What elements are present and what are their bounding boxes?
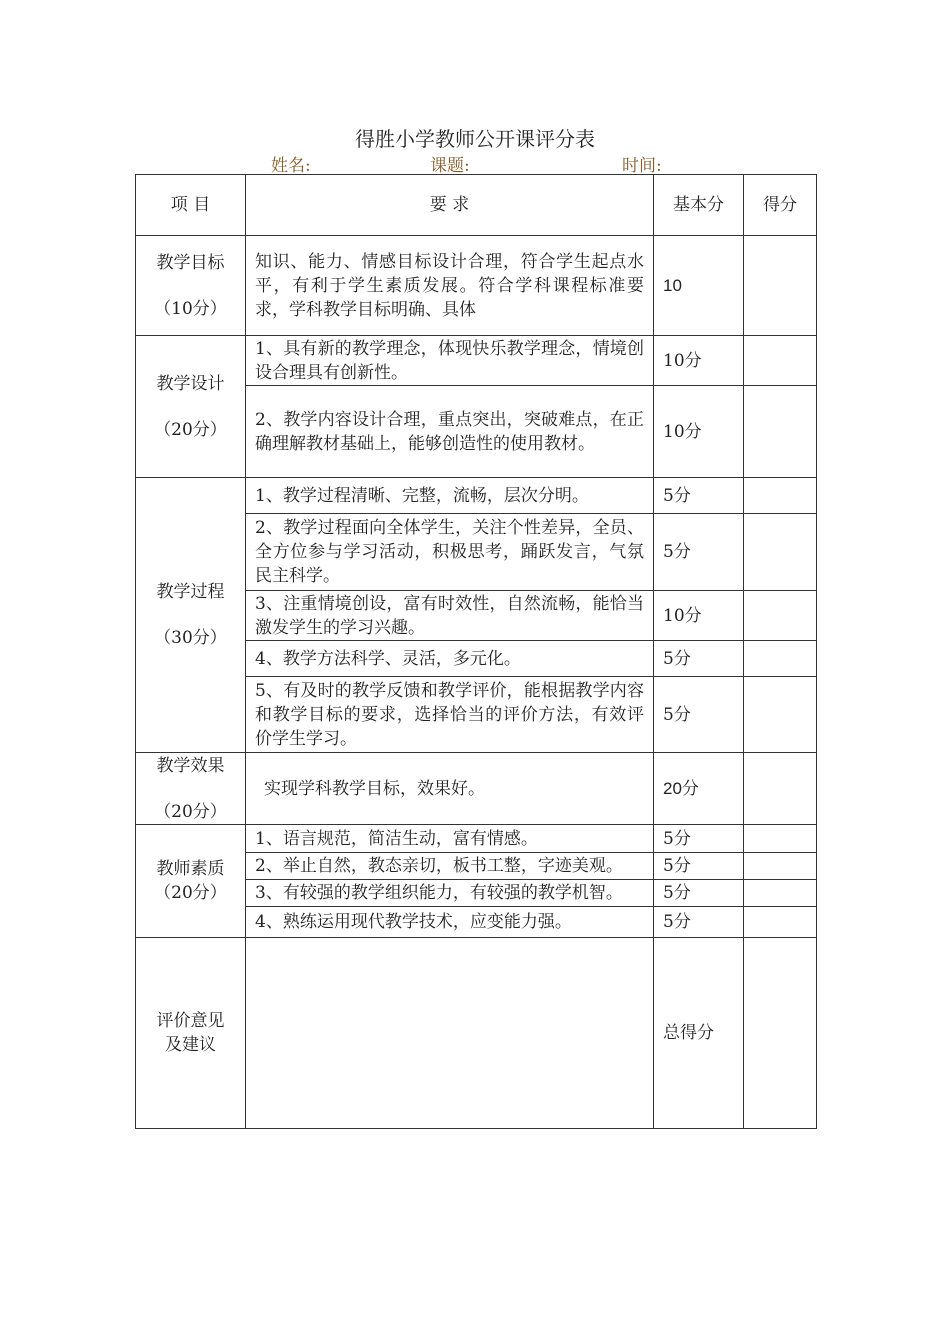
score-cell[interactable]: [744, 641, 817, 677]
header-requirement: 要 求: [246, 175, 654, 236]
category-points: （30分）: [154, 628, 227, 648]
topic-field-label: 课题:: [430, 156, 470, 176]
base-score: 5分: [654, 880, 744, 907]
category-quality: [136, 825, 246, 938]
evaluation-table: [135, 174, 817, 1129]
category-points: （20分）: [154, 419, 227, 440]
base-score: 10分: [654, 386, 744, 478]
requirement-text: 实现学科教学目标，效果好。: [246, 753, 654, 825]
requirement-text: 1、具有新的教学理念，体现快乐教学理念，情境创设合理具有创新性。: [246, 336, 654, 386]
score-cell[interactable]: [744, 753, 817, 825]
base-score: 20分: [654, 753, 744, 825]
requirement-text: 2、教学内容设计合理，重点突出，突破难点，在正确理解教材基础上，能够创造性的使用教材。: [246, 386, 654, 478]
comments-label-line2: 及建议: [165, 1035, 216, 1055]
requirement-text: 5、有及时的教学反馈和教学评价，能根据教学内容和教学目标的要求，选择恰当的评价方法，有效评价学生学习。: [246, 677, 654, 753]
requirement-text: 2、教学过程面向全体学生，关注个性差异，全员、全方位参与学习活动，积极思考，踊跃发言，气氛民主科学。: [246, 514, 654, 591]
score-cell[interactable]: [744, 386, 817, 478]
base-score: 5分: [654, 907, 744, 938]
category-name: 教学过程: [156, 582, 225, 602]
score-cell[interactable]: [744, 236, 817, 336]
requirement-text: 4、熟练运用现代教学技术，应变能力强。: [246, 907, 654, 938]
category-design: [136, 336, 246, 478]
header-row: [136, 175, 817, 236]
requirement-text: 3、有较强的教学组织能力，有较强的教学机智。: [246, 880, 654, 907]
header-item: 项 目: [136, 175, 246, 236]
category-name: 教学目标: [156, 252, 225, 273]
total-score-cell[interactable]: [744, 938, 817, 1129]
time-field-label: 时间:: [622, 156, 662, 176]
header-base-score: 基本分: [654, 175, 744, 236]
score-cell[interactable]: [744, 880, 817, 907]
base-score: 10分: [654, 336, 744, 386]
requirement-text: 2、举止自然，教态亲切，板书工整，字迹美观。: [246, 853, 654, 880]
category-points: （20分）: [154, 801, 227, 822]
comments-label-line1: 评价意见: [156, 1011, 225, 1031]
base-score: 5分: [654, 641, 744, 677]
category-name: 教学效果: [156, 755, 225, 776]
requirement-text: 4、教学方法科学、灵活，多元化。: [246, 641, 654, 677]
base-score: 5分: [654, 853, 744, 880]
comments-row: [136, 938, 817, 1129]
score-cell[interactable]: [744, 907, 817, 938]
base-score: 10分: [654, 591, 744, 641]
score-cell[interactable]: [744, 478, 817, 514]
name-field-label: 姓名:: [271, 156, 311, 176]
category-name: 教学设计: [156, 373, 225, 394]
table-row: [136, 478, 817, 514]
table-row: [136, 336, 817, 386]
base-score: 5分: [654, 478, 744, 514]
base-score: 5分: [654, 825, 744, 853]
base-score: 10: [654, 236, 744, 336]
score-cell[interactable]: [744, 677, 817, 753]
table-row: [136, 825, 817, 853]
comments-input[interactable]: [246, 938, 654, 1129]
table-row: [136, 753, 817, 825]
requirement-text: 知识、能力、情感目标设计合理，符合学生起点水平，有利于学生素质发展。符合学科课程标准要求，学科教学目标明确、具体: [246, 236, 654, 336]
score-cell[interactable]: [744, 853, 817, 880]
comments-label: [136, 938, 246, 1129]
header-score: 得分: [744, 175, 817, 236]
requirement-text: 1、教学过程清晰、完整，流畅，层次分明。: [246, 478, 654, 514]
category-effect: [136, 753, 246, 825]
base-score: 5分: [654, 677, 744, 753]
score-cell[interactable]: [744, 336, 817, 386]
requirement-text: 1、语言规范，简洁生动，富有情感。: [246, 825, 654, 853]
category-points: （20分）: [154, 883, 227, 903]
total-score-label: 总得分: [654, 938, 744, 1129]
score-cell[interactable]: [744, 825, 817, 853]
category-points: （10分）: [154, 298, 227, 319]
form-title: 得胜小学教师公开课评分表: [355, 127, 595, 151]
requirement-text: 3、注重情境创设，富有时效性，自然流畅，能恰当激发学生的学习兴趣。: [246, 591, 654, 641]
table-row: [136, 236, 817, 336]
base-score: 5分: [654, 514, 744, 591]
score-cell[interactable]: [744, 591, 817, 641]
category-goal: [136, 236, 246, 336]
category-name: 教师素质: [156, 859, 225, 879]
category-process: [136, 478, 246, 753]
score-cell[interactable]: [744, 514, 817, 591]
